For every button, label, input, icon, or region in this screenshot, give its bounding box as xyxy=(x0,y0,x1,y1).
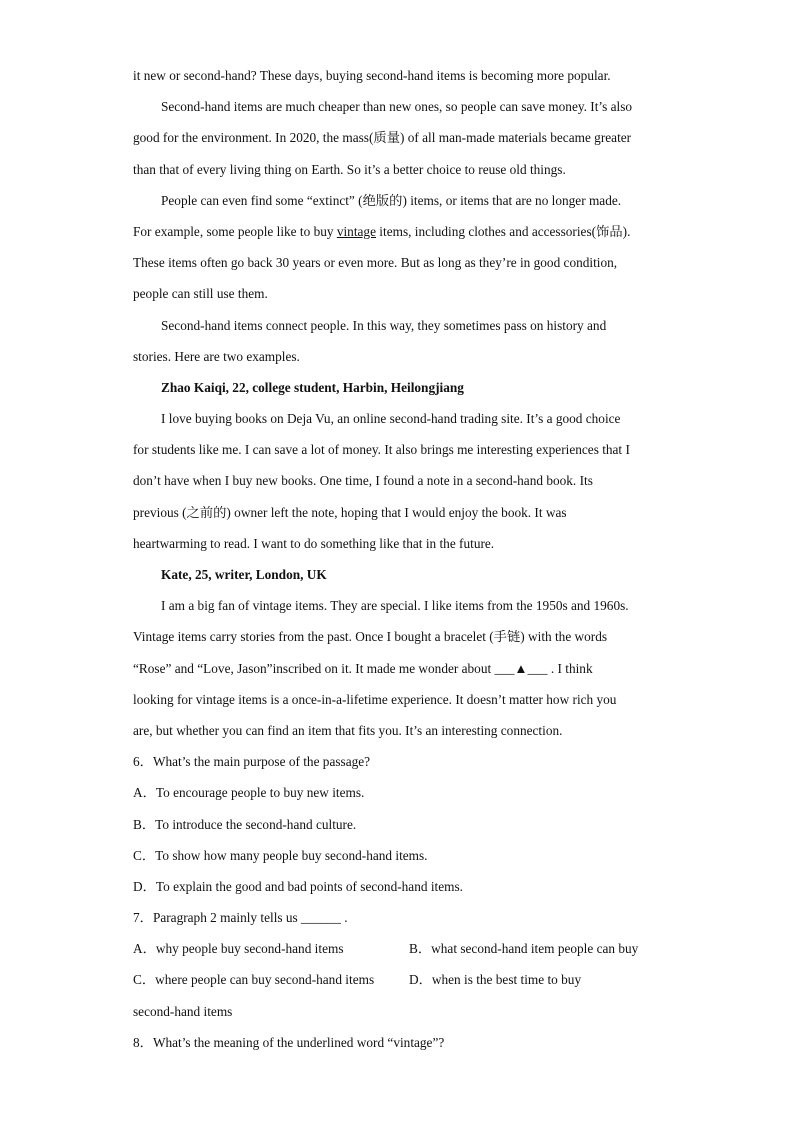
question-8-stem: 8．What’s the meaning of the underlined word “vintage”? xyxy=(133,1034,445,1050)
passage-line: previous (之前的) owner left the note, hoping that I would enjoy the book. It was xyxy=(133,504,567,520)
question-6-option-c: C．To show how many people buy second-hand items. xyxy=(133,847,428,863)
passage-line: for students like me. I can save a lot of money. It also brings me interesting experiences that I xyxy=(133,442,630,458)
passage-line: than that of every living thing on Earth. So it’s a better choice to reuse old things. xyxy=(133,161,566,177)
passage-content xyxy=(133,60,663,1058)
passage-line: looking for vintage items is a once-in-a-lifetime experience. It doesn’t matter how rich you xyxy=(133,691,617,707)
passage-line: Second-hand items connect people. In this way, they sometimes pass on history and xyxy=(161,317,607,333)
passage-line: heartwarming to read. I want to do something like that in the future. xyxy=(133,535,495,551)
question-7-option-d: D．when is the best time to buy xyxy=(409,972,582,988)
question-7-option-d-continued: second-hand items xyxy=(133,1003,233,1019)
question-6-option-b: B．To introduce the second-hand culture. xyxy=(133,816,357,832)
question-6-option-d: D．To explain the good and bad points of second-hand items. xyxy=(133,878,463,894)
question-7-option-c: C．where people can buy second-hand items xyxy=(133,972,375,988)
passage-line: are, but whether you can find an item that fits you. It’s an interesting connection. xyxy=(133,722,563,738)
underlined-word-vintage: vintage xyxy=(336,223,376,239)
passage-line: “Rose” and “Love, Jason”inscribed on it. It made me wonder about ___▲___ . I think xyxy=(133,660,593,676)
question-7-option-b: B．what second-hand item people can buy xyxy=(409,941,639,957)
passage-line: Second-hand items are much cheaper than new ones, so people can save money. It’s also xyxy=(161,99,633,115)
section-heading-kate: Kate, 25, writer, London, UK xyxy=(161,567,327,582)
question-7-stem: 7．Paragraph 2 mainly tells us ______ . xyxy=(133,910,348,926)
question-6-stem: 6．What’s the main purpose of the passage? xyxy=(133,754,371,770)
passage-line: People can even find some “extinct” (绝版的) items, or items that are no longer made. xyxy=(161,192,622,208)
question-7-options-row-1 xyxy=(133,933,663,964)
passage-line: I love buying books on Deja Vu, an online second-hand trading site. It’s a good choice xyxy=(161,411,621,427)
passage-line: it new or second-hand? These days, buying second-hand items is becoming more popular. xyxy=(133,68,611,83)
passage-text: items, including clothes and accessories(饰品). xyxy=(375,223,631,239)
question-7-option-a: A．why people buy second-hand items xyxy=(133,941,344,957)
question-7-options-row-2 xyxy=(133,964,663,995)
passage-line: don’t have when I buy new books. One time, I found a note in a second-hand book. Its xyxy=(133,473,593,489)
section-heading-zhao: Zhao Kaiqi, 22, college student, Harbin, Heilongjiang xyxy=(161,379,464,395)
passage-line xyxy=(133,216,663,247)
passage-line: good for the environment. In 2020, the mass(质量) of all man-made materials became greater xyxy=(133,130,632,146)
passage-line: people can still use them. xyxy=(133,286,268,302)
passage-line: These items often go back 30 years or even more. But as long as they’re in good condition, xyxy=(133,255,618,271)
passage-line: stories. Here are two examples. xyxy=(133,348,300,364)
passage-line: I am a big fan of vintage items. They are special. I like items from the 1950s and 1960s. xyxy=(161,598,629,614)
question-6-option-a: A．To encourage people to buy new items. xyxy=(133,785,365,801)
passage-line: Vintage items carry stories from the past. Once I bought a bracelet (手链) with the words xyxy=(133,629,608,645)
passage-text: For example, some people like to buy xyxy=(133,223,337,239)
